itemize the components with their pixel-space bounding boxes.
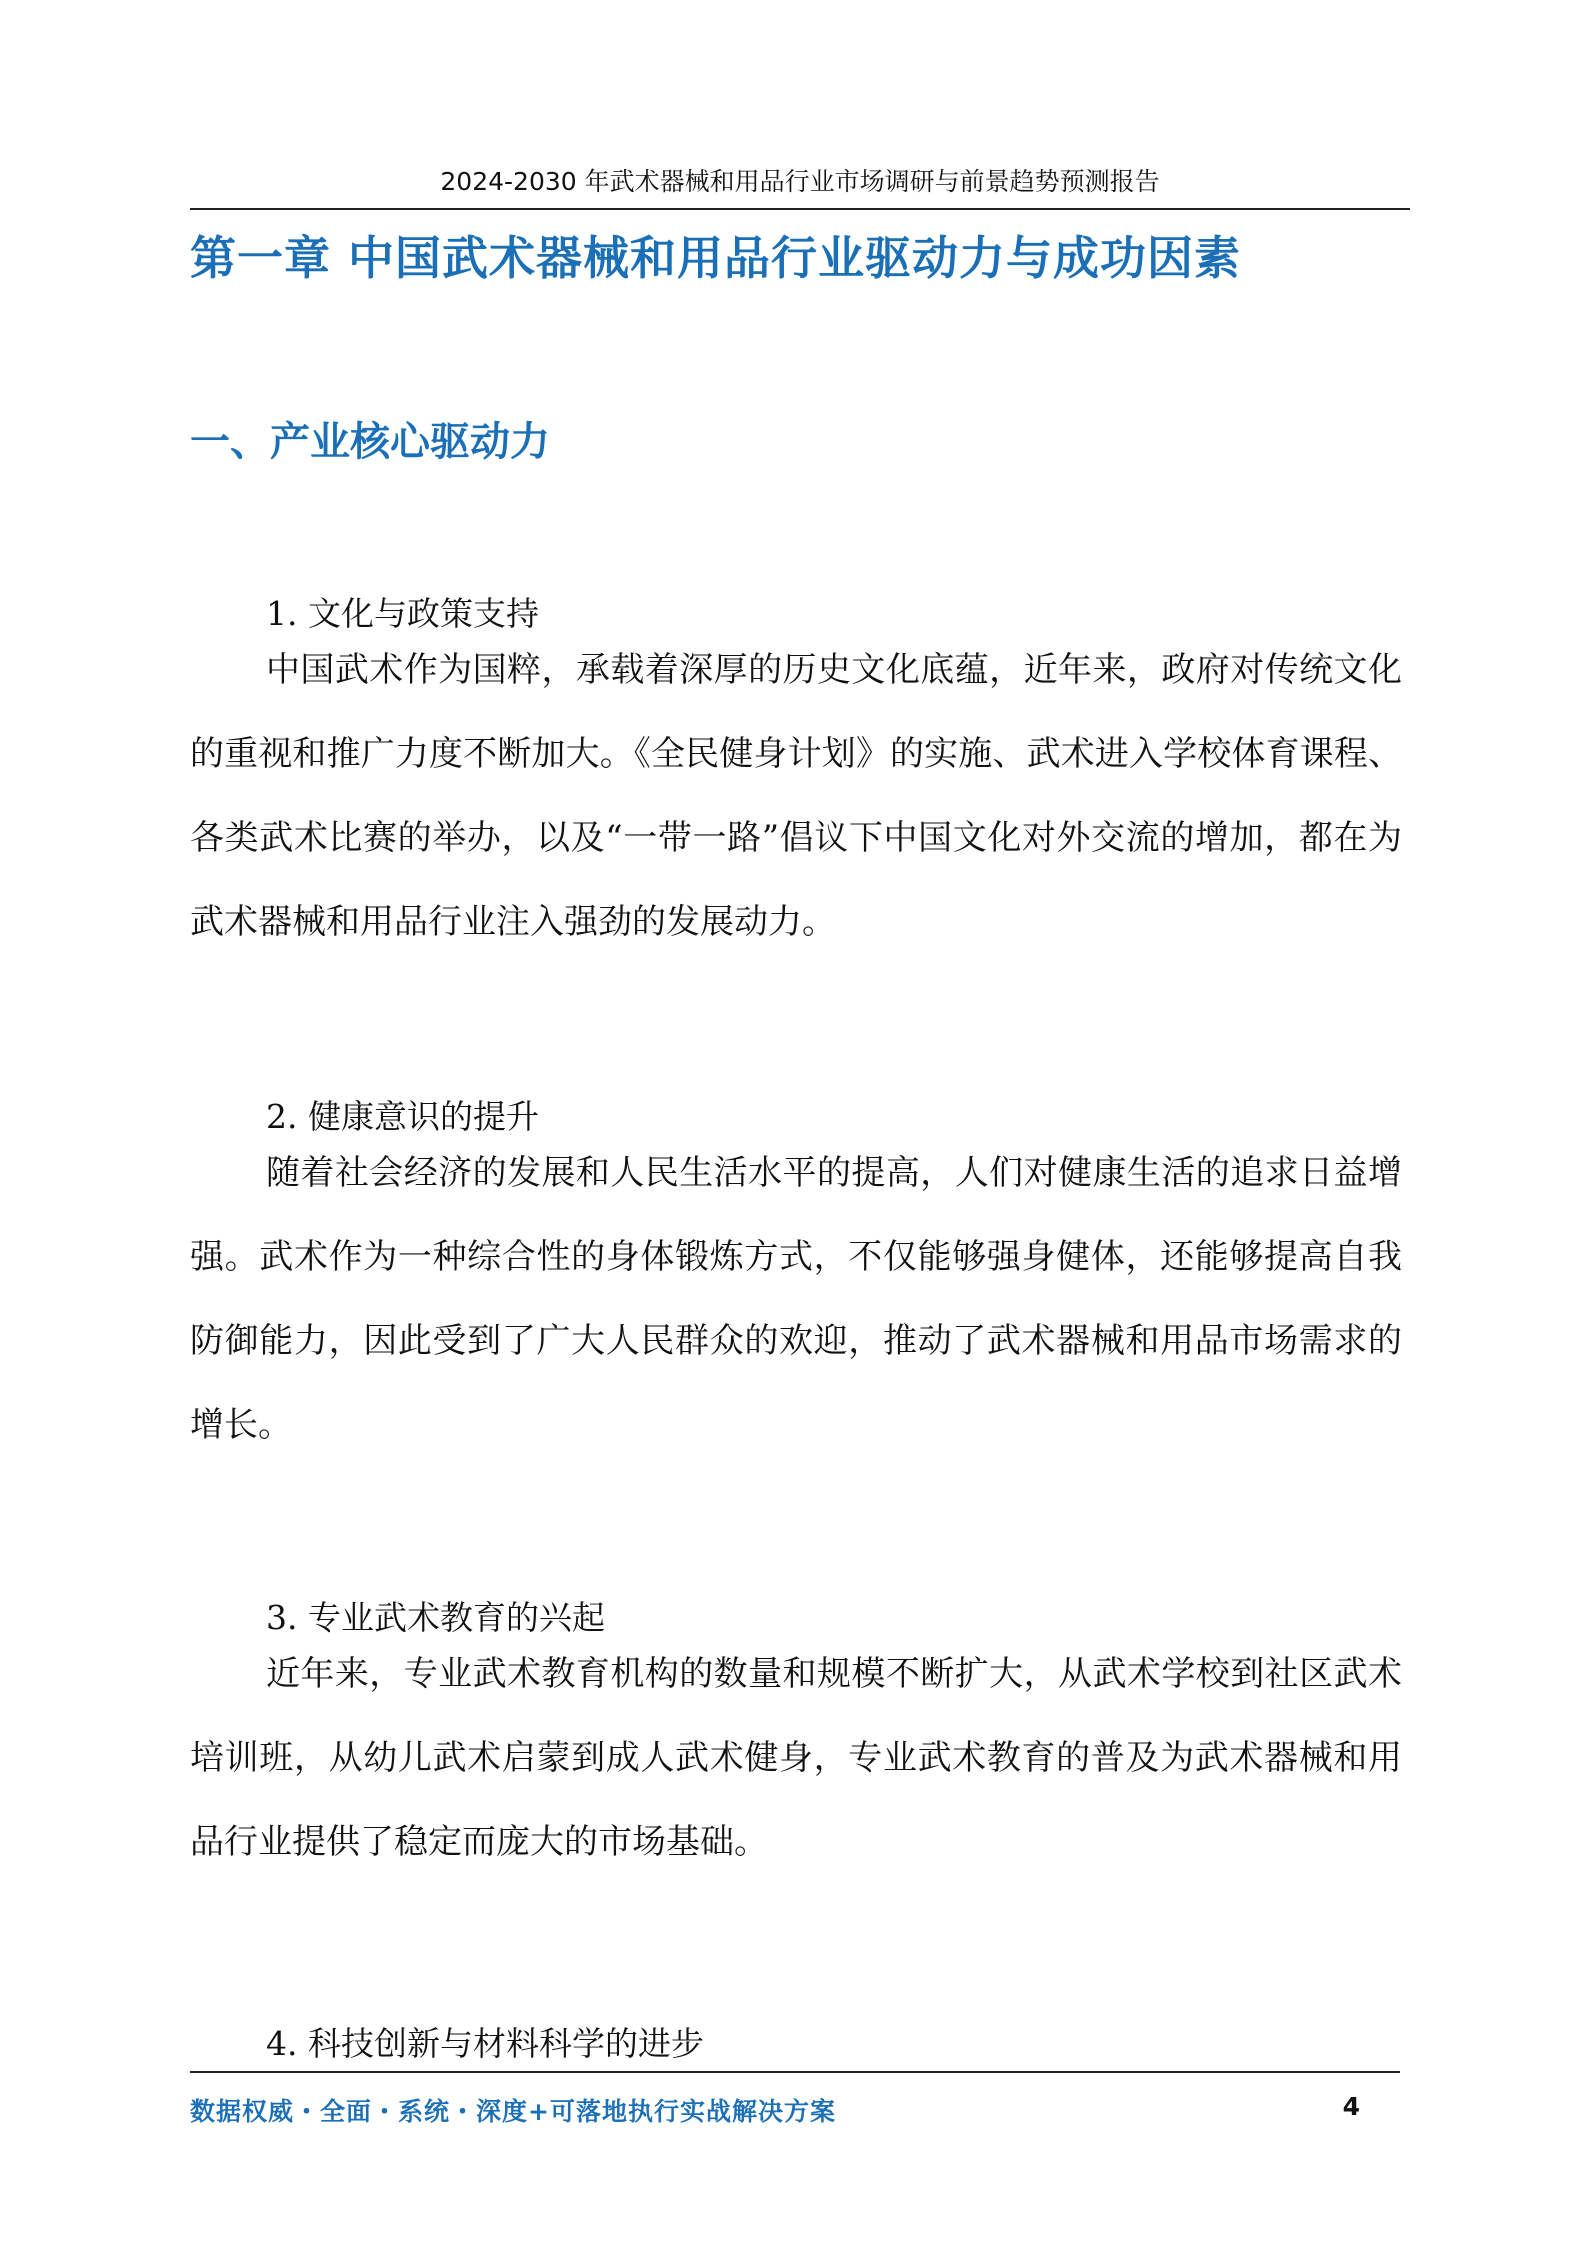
subsection-heading-1: 1. 文化与政策支持	[266, 594, 539, 633]
footer-slogan: 数据权威・全面・系统・深度+可落地执行实战解决方案	[190, 2097, 836, 2126]
footer-divider	[190, 2071, 1400, 2073]
chapter-title: 第一章 中国武术器械和用品行业驱动力与成功因素	[190, 231, 1242, 285]
subsection-heading-4: 4. 科技创新与材料科学的进步	[266, 2024, 704, 2063]
paragraph-2: 随着社会经济的发展和人民生活水平的提高，人们对健康生活的追求日益增强。武术作为一种综合性的身体锻炼方式，不仅能够强身健体，还能够提高自我防御能力，因此受到了广大人民群众的欢迎，推动了武术器械和用品市场需求的增长。	[190, 1153, 1402, 1445]
section-title: 一、产业核心驱动力	[190, 419, 550, 465]
paragraph-1: 中国武术作为国粹，承载着深厚的历史文化底蕴，近年来，政府对传统文化的重视和推广力度不断加大。《全民健身计划》的实施、武术进入学校体育课程、各类武术比赛的举办，以及“一带一路”倡议下中国文化对外交流的增加，都在为武术器械和用品行业注入强劲的发展动力。	[190, 650, 1402, 942]
paragraph-3: 近年来，专业武术教育机构的数量和规模不断扩大，从武术学校到社区武术培训班，从幼儿武术启蒙到成人武术健身，专业武术教育的普及为武术器械和用品行业提供了稳定而庞大的市场基础。	[190, 1654, 1402, 1862]
running-header: 2024-2030 年武术器械和用品行业市场调研与前景趋势预测报告	[440, 167, 1160, 196]
header-divider	[190, 208, 1410, 210]
subsection-heading-3: 3. 专业武术教育的兴起	[266, 1598, 605, 1637]
page-number: 4	[1342, 2092, 1360, 2121]
subsection-heading-2: 2. 健康意识的提升	[266, 1097, 539, 1136]
